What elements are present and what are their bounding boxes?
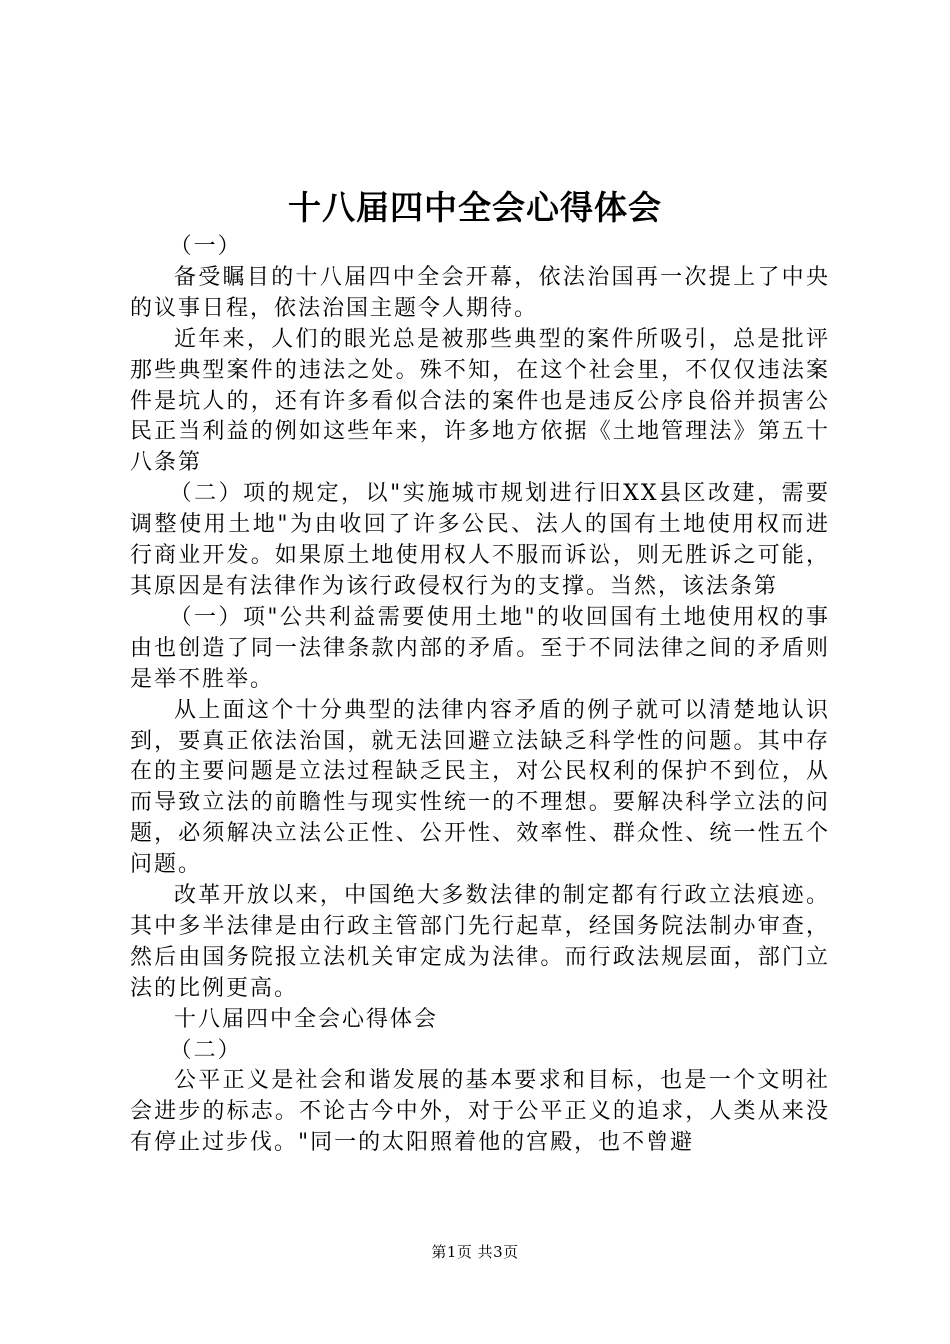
document-body [130,232,830,1159]
section-label: （二） [169,1037,242,1063]
paragraph: （二）项的规定，以"实施城市规划进行旧XX县区改建，需要调整使用土地"为由收回了许多公民、法人的国有土地使用权而进行商业开发。如果原土地使用权人不服而诉讼，则无胜诉之可能，其原因是有法律作为该行政侵权行为的支撑。当然，该法条第 [130,481,830,599]
paragraph: 公平正义是社会和谐发展的基本要求和目标，也是一个文明社会进步的标志。不论古今中外，对于公平正义的追求，人类从来没有停止过步伐。"同一的太阳照着他的宫殿，也不曾避 [130,1068,830,1156]
paragraph: 近年来，人们的眼光总是被那些典型的案件所吸引，总是批评那些典型案件的违法之处。殊不知，在这个社会里，不仅仅违法案件是坑人的，还有许多看似合法的案件也是违反公序良俗并损害公民正当利益的例如这些年来，许多地方依据《土地管理法》第五十八条第 [130,326,830,476]
section-label: （一） [169,234,242,259]
page-number-footer: 第1页 共3页 [431,1243,519,1261]
section-heading: 十八届四中全会心得体会 [174,1006,439,1032]
paragraph: （一）项"公共利益需要使用土地"的收回国有土地使用权的事由也创造了同一法律条款内部的矛盾。至于不同法律之间的矛盾则是举不胜举。 [130,604,830,692]
paragraph: 从上面这个十分典型的法律内容矛盾的例子就可以清楚地认识到，要真正依法治国，就无法回避立法缺乏科学性的问题。其中存在的主要问题是立法过程缺乏民主，对公民权利的保护不到位，从而导致立法的前瞻性与现实性统一的不理想。要解决科学立法的问题，必须解决立法公正性、公开性、效率性、群众性、统一性五个问题。 [130,697,830,878]
paragraph: 改革开放以来，中国绝大多数法律的制定都有行政立法痕迹。其中多半法律是由行政主管部门先行起草，经国务院法制办审查，然后由国务院报立法机关审定成为法律。而行政法规层面，部门立法的比例更高。 [130,883,830,1001]
page-title: 十八届四中全会心得体会 [288,188,662,227]
paragraph: 备受瞩目的十八届四中全会开幕，依法治国再一次提上了中央的议事日程，依法治国主题令人期待。 [130,264,830,321]
